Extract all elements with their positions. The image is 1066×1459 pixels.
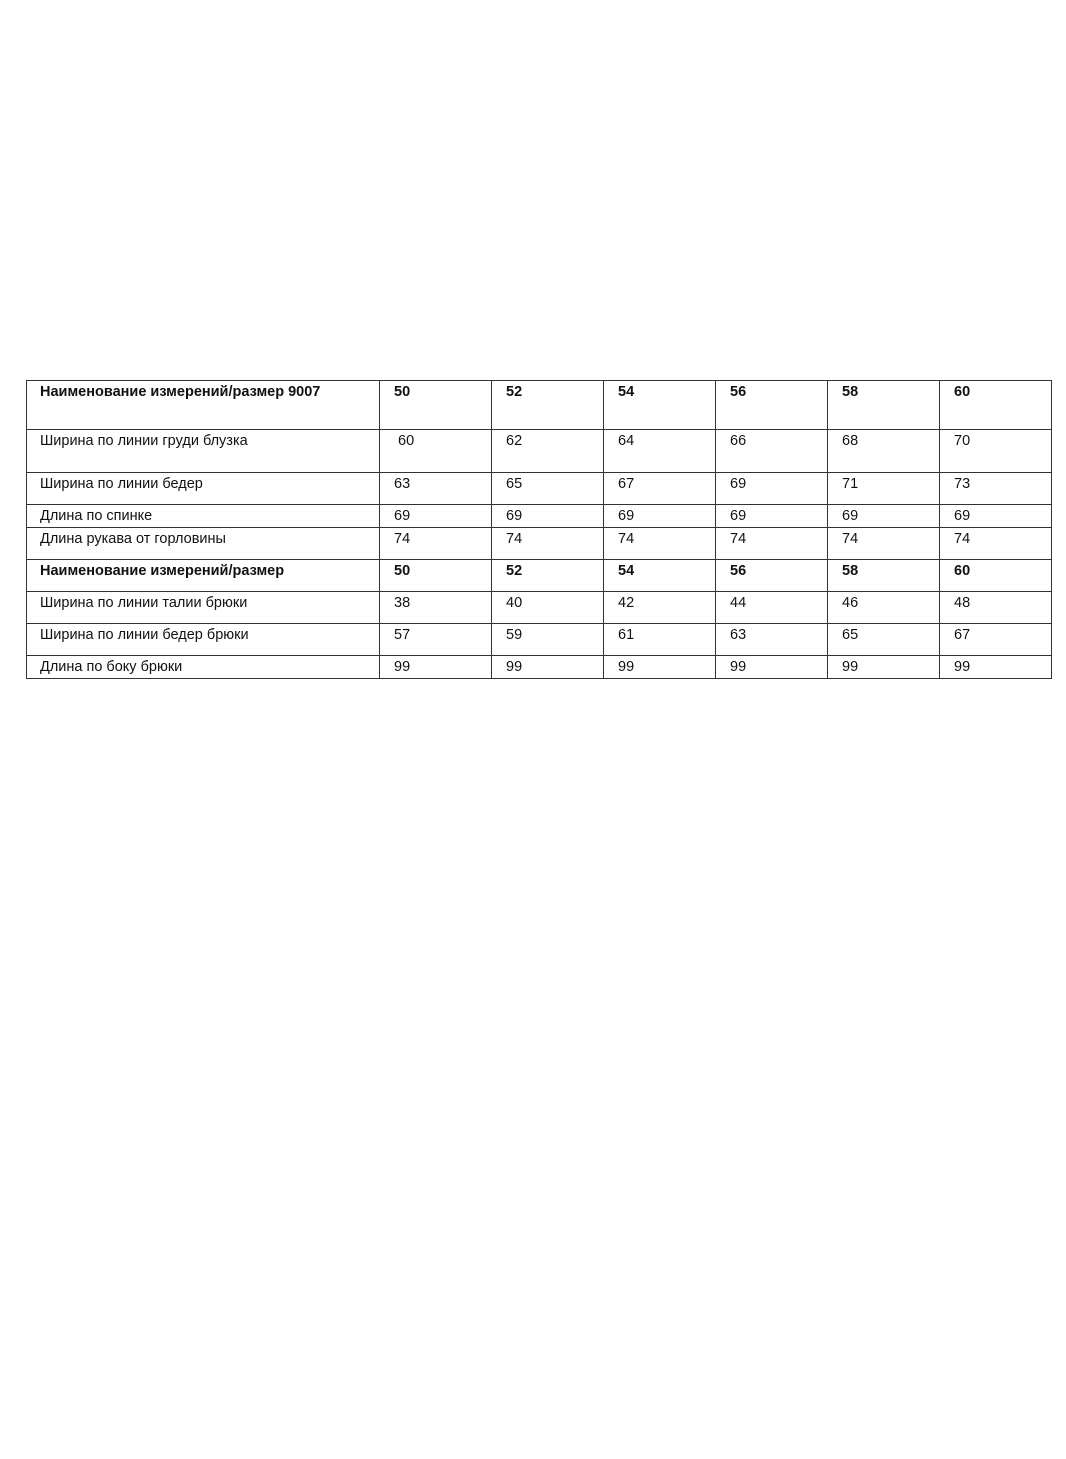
table-cell-value: 69 (716, 505, 828, 528)
table-cell-value: 65 (828, 624, 940, 656)
table-cell-value: 68 (828, 430, 940, 473)
table-cell-label: Длина по спинке (27, 505, 380, 528)
table-cell-value: 99 (940, 656, 1052, 679)
table-cell-label: Ширина по линии бедер (27, 473, 380, 505)
table-cell-size: 52 (492, 381, 604, 430)
table-cell-value: 74 (716, 528, 828, 560)
table-row (27, 473, 1052, 505)
table-cell-value: 65 (492, 473, 604, 505)
table-header-row-blouse (27, 381, 1052, 430)
table-row (27, 624, 1052, 656)
table-cell-value: 74 (828, 528, 940, 560)
table-cell-value: 61 (604, 624, 716, 656)
table-cell-value: 67 (604, 473, 716, 505)
table-cell-label: Ширина по линии груди блузка (27, 430, 380, 473)
table-row (27, 505, 1052, 528)
table-cell-value: 59 (492, 624, 604, 656)
table-cell-value: 63 (380, 473, 492, 505)
table-cell-value: 99 (380, 656, 492, 679)
table-row (27, 656, 1052, 679)
table-cell-value: 48 (940, 592, 1052, 624)
size-table (26, 380, 1052, 679)
table-cell-size: 50 (380, 381, 492, 430)
table-cell-value: 99 (716, 656, 828, 679)
table-cell-size: 50 (380, 560, 492, 592)
table-cell-size: 56 (716, 560, 828, 592)
table-cell-value: 66 (716, 430, 828, 473)
table-cell-value: 99 (492, 656, 604, 679)
table-cell-value: 57 (380, 624, 492, 656)
table-cell-size: 54 (604, 381, 716, 430)
table-cell-value: 60 (380, 430, 492, 473)
table-cell-value: 69 (940, 505, 1052, 528)
table-cell-value: 44 (716, 592, 828, 624)
table-cell-value: 73 (940, 473, 1052, 505)
table-cell-label: Наименование измерений/размер 9007 (27, 381, 380, 430)
table-cell-value: 38 (380, 592, 492, 624)
table-cell-size: 52 (492, 560, 604, 592)
table-cell-value: 42 (604, 592, 716, 624)
table-cell-value: 99 (604, 656, 716, 679)
table-cell-value: 46 (828, 592, 940, 624)
table-cell-label: Длина рукава от горловины (27, 528, 380, 560)
table-cell-value: 69 (716, 473, 828, 505)
table-cell-size: 60 (940, 560, 1052, 592)
table-cell-value: 99 (828, 656, 940, 679)
table-cell-value: 74 (492, 528, 604, 560)
table-cell-size: 58 (828, 560, 940, 592)
table-cell-value: 70 (940, 430, 1052, 473)
table-cell-value: 62 (492, 430, 604, 473)
table-cell-value: 74 (380, 528, 492, 560)
table-cell-value: 69 (604, 505, 716, 528)
table-cell-label: Ширина по линии талии брюки (27, 592, 380, 624)
table-cell-value: 63 (716, 624, 828, 656)
table-cell-size: 54 (604, 560, 716, 592)
table-row (27, 430, 1052, 473)
table-cell-label: Ширина по линии бедер брюки (27, 624, 380, 656)
table-row (27, 592, 1052, 624)
table-cell-value: 67 (940, 624, 1052, 656)
table-cell-label: Длина по боку брюки (27, 656, 380, 679)
table-cell-value: 69 (380, 505, 492, 528)
table-cell-size: 60 (940, 381, 1052, 430)
table-row (27, 528, 1052, 560)
table-cell-value: 64 (604, 430, 716, 473)
table-cell-value: 74 (604, 528, 716, 560)
table-cell-value: 71 (828, 473, 940, 505)
table-cell-size: 58 (828, 381, 940, 430)
table-cell-value: 69 (828, 505, 940, 528)
table-cell-value: 74 (940, 528, 1052, 560)
table-cell-value: 69 (492, 505, 604, 528)
table-cell-value: 40 (492, 592, 604, 624)
table-cell-label: Наименование измерений/размер (27, 560, 380, 592)
table-cell-size: 56 (716, 381, 828, 430)
table-header-row-trousers (27, 560, 1052, 592)
